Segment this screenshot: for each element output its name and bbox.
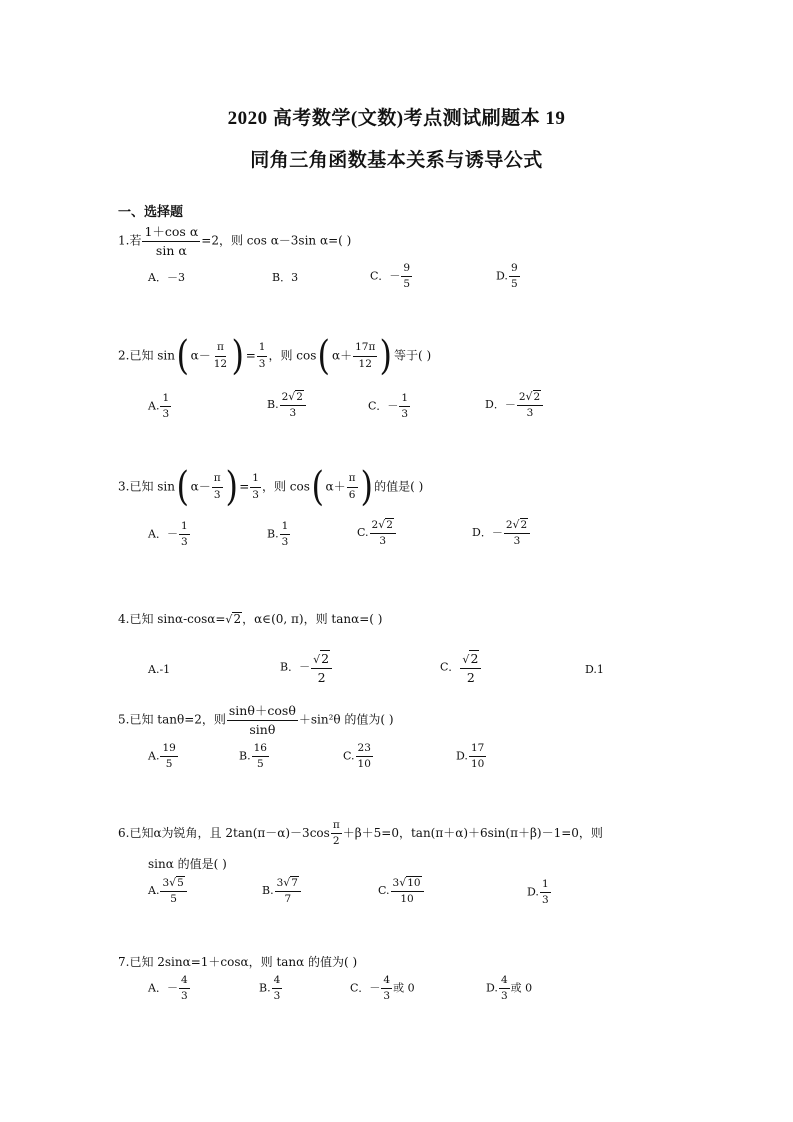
q3-option-a: A．－ $\frac{1}{3}$ xyxy=(148,520,188,549)
q2-option-d: D．－ $\frac{2√2}{3}$ xyxy=(485,390,544,420)
question-1 xyxy=(118,224,351,258)
q4-option-d: D.1 xyxy=(585,663,604,676)
q5-option-c: C. $\frac{23}{10}$ xyxy=(343,742,371,771)
q1-option-b: B．3 xyxy=(272,271,299,284)
q6-option-d: D. $\frac{1}{3}$ xyxy=(527,878,549,907)
question-1-tail: =2，则 cos α－3sin α=( ) xyxy=(201,233,352,248)
q1-option-d: D. $\frac{9}{5}$ xyxy=(496,262,518,291)
q5-option-b: B. $\frac{16}{5}$ xyxy=(239,742,267,771)
q7-option-a: A．－ $\frac{4}{3}$ xyxy=(148,974,188,1003)
q1-option-c: C．－ $\frac{9}{5}$ xyxy=(370,262,411,291)
q4-option-c: C． $\frac{√2}{2}$ xyxy=(440,650,482,685)
page-subtitle: 同角三角函数基本关系与诱导公式 xyxy=(250,150,543,171)
question-4: 4.已知 sinα-cosα=√2，α∈(0, π)，则 tanα=( ) xyxy=(118,612,383,626)
page-title: 2020 高考数学(文数)考点测试刷题本 19 xyxy=(227,108,566,129)
q2-option-a: A. $\frac{1}{3}$ xyxy=(148,392,170,421)
q3-option-c: C. $\frac{2√2}{3}$ xyxy=(357,518,397,548)
numerator: 1＋cos α xyxy=(142,224,200,242)
q5-option-d: D. $\frac{17}{10}$ xyxy=(456,742,485,771)
q2-option-c: C．－ $\frac{1}{3}$ xyxy=(368,392,409,421)
section-heading: 一、选择题 xyxy=(118,205,184,220)
question-2: 2.已知 sin( α－ $\frac{\pi}{12}$ ) = $\frac{1}{3}$ ，则 cos( α＋ $\frac{17\pi}{12}$ ) 等于( ) xyxy=(118,333,432,379)
q7-option-c: C．－ $\frac{4}{3}$ 或 0 xyxy=(350,974,415,1003)
q6-option-b: B. $\frac{3√7}{7}$ xyxy=(262,876,302,906)
question-3: 3.已知 sin( α－ $\frac{\pi}{3}$ ) = $\frac{1}{3}$ ，则 cos( α＋ $\frac{\pi}{6}$ ) 的值是( ) xyxy=(118,464,424,510)
question-1-lead: 1.若 xyxy=(118,233,142,248)
fraction xyxy=(142,224,200,258)
question-6-line-2: sinα 的值是( ) xyxy=(148,857,227,871)
question-7: 7.已知 2sinα=1＋cosα，则 tanα 的值为( ) xyxy=(118,955,358,969)
q6-option-a: A. $\frac{3√5}{5}$ xyxy=(148,876,188,906)
q4-option-a: A.-1 xyxy=(148,663,171,676)
q3-option-b: B. $\frac{1}{3}$ xyxy=(267,520,289,549)
q4-option-b: B．－ $\frac{√2}{2}$ xyxy=(280,650,333,685)
q7-option-b: B. $\frac{4}{3}$ xyxy=(259,974,281,1003)
q3-option-d: D．－ $\frac{2√2}{3}$ xyxy=(472,518,531,548)
q6-option-c: C. $\frac{3√10}{10}$ xyxy=(378,876,425,906)
q5-option-a: A. $\frac{19}{5}$ xyxy=(148,742,176,771)
q1-option-a: A．－3 xyxy=(148,271,185,284)
q7-option-d: D. $\frac{4}{3}$ 或 0 xyxy=(486,974,533,1003)
denominator: sin α xyxy=(155,242,187,258)
question-5: 5.已知 tanθ=2，则 $\frac{\sin\theta+\cos\theta}{\sin\theta}$ ＋sin²θ 的值为( ) xyxy=(118,703,394,737)
question-6: 6.已知α为锐角，且 2tan(π－α)－3cos $\frac{\pi}{2}$ ＋β＋5=0，tan(π＋α)＋6sin(π＋β)－1=0，则 xyxy=(118,819,603,848)
q2-option-b: B. $\frac{2√2}{3}$ xyxy=(267,390,307,420)
